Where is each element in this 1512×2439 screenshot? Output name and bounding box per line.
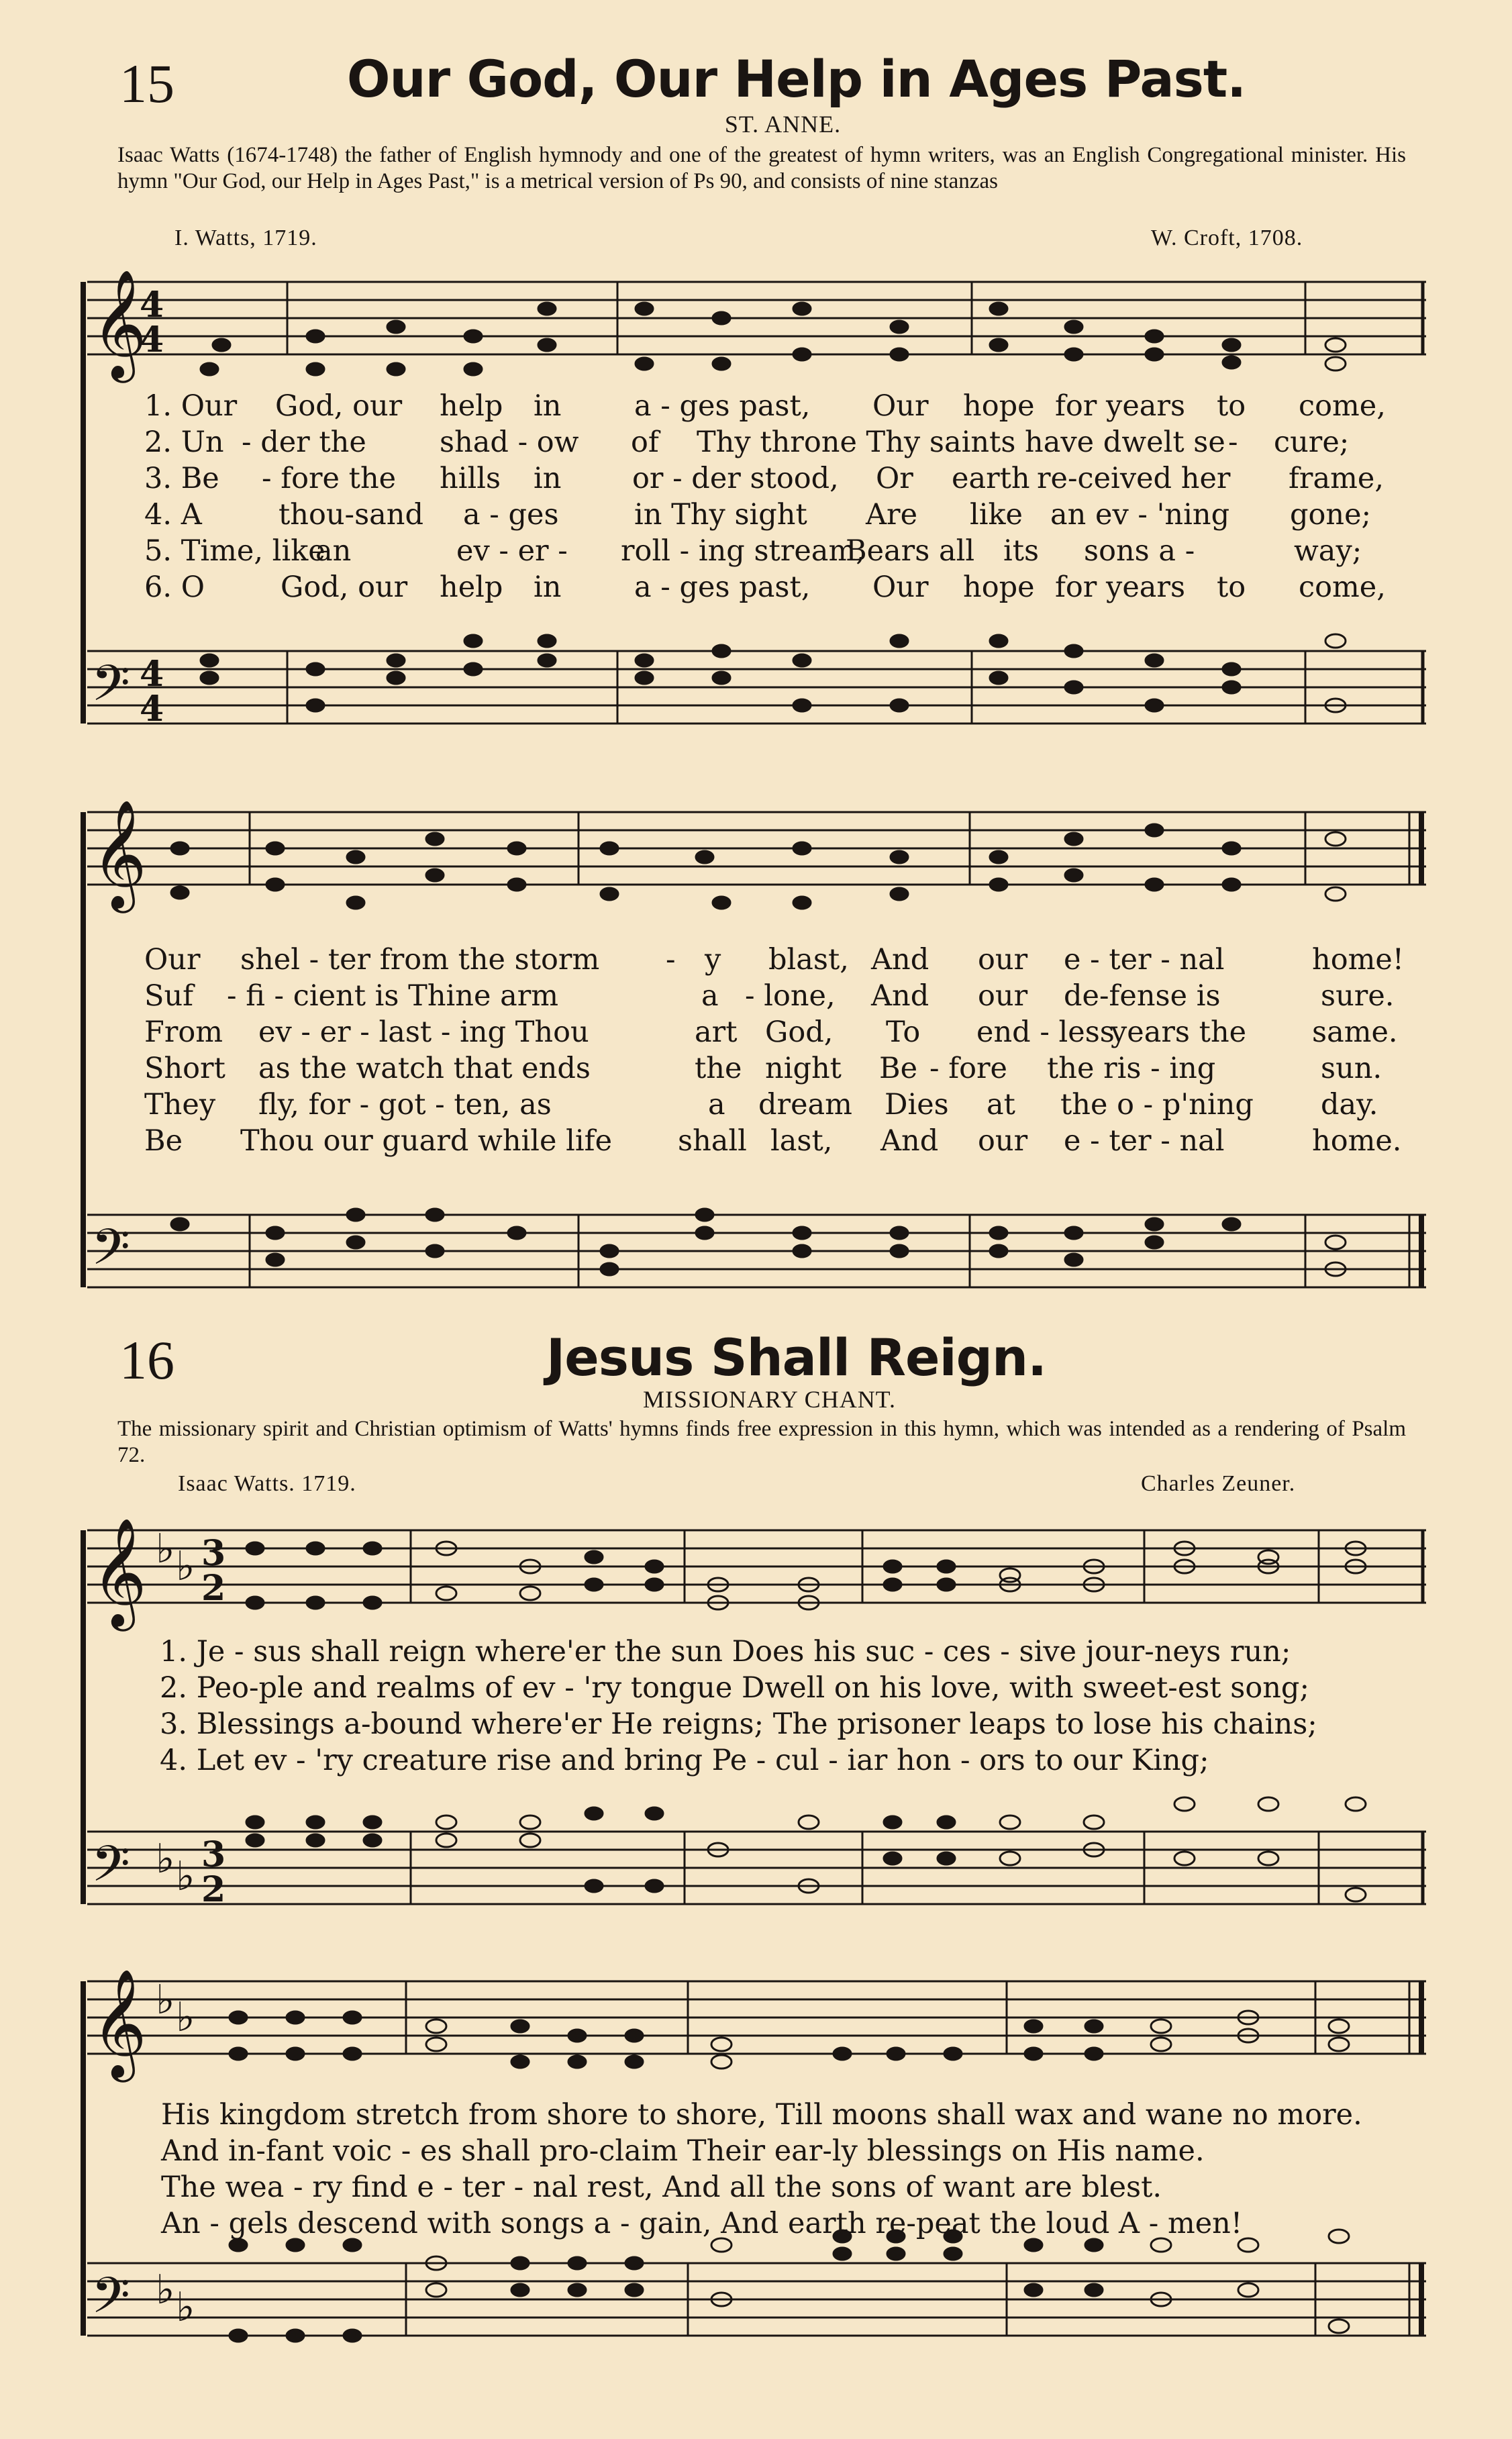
- lyric-syllable: hope: [963, 570, 1035, 604]
- hymn-15-author: I. Watts, 1719.: [174, 226, 317, 250]
- svg-text:𝄢: 𝄢: [91, 654, 130, 725]
- lyric-syllable: the o - p'ning: [1060, 1088, 1254, 1122]
- hymn-15-tune: ST. ANNE.: [724, 111, 842, 138]
- lyric-syllable: to: [1217, 389, 1246, 423]
- lyric-syllable: Our: [144, 943, 201, 977]
- lyric-syllable: Be: [879, 1052, 918, 1085]
- lyric-syllable: like: [970, 498, 1023, 532]
- svg-text:𝄢: 𝄢: [91, 1218, 130, 1289]
- hymn-16-number: 16: [119, 1330, 174, 1391]
- lyric-syllable: Or: [876, 462, 913, 495]
- lyric-syllable: ev - er -: [456, 534, 568, 568]
- lyric-syllable: They: [144, 1088, 216, 1122]
- lyric-syllable: its: [1003, 534, 1040, 568]
- lyric-syllable: help: [440, 570, 503, 604]
- lyric-syllable: Suf: [144, 979, 194, 1013]
- lyric-syllable: - fore: [929, 1052, 1008, 1085]
- lyric-syllable: cure;: [1274, 426, 1350, 459]
- lyric-syllable: a - ges past,: [634, 389, 811, 423]
- lyric-syllable: - fi - cient is Thine arm: [227, 979, 559, 1013]
- lyric-syllable: roll - ing stream,: [621, 534, 865, 568]
- lyric-syllable: Short: [144, 1052, 225, 1085]
- lyric-syllable: in: [534, 389, 562, 423]
- lyric-syllable: hills: [440, 462, 501, 495]
- lyric-syllable: And: [880, 1124, 939, 1158]
- svg-text:𝄞: 𝄞: [91, 1969, 147, 2078]
- lyric-syllable: From: [144, 1015, 223, 1049]
- lyric-syllable: a - ges past,: [634, 570, 811, 604]
- lyric-syllable: our: [978, 1124, 1028, 1158]
- lyric-syllable: to: [1217, 570, 1246, 604]
- lyric-syllable: at: [987, 1088, 1015, 1122]
- svg-text:𝄞: 𝄞: [91, 799, 147, 909]
- lyric-syllable: years the: [1111, 1015, 1247, 1049]
- lyric-syllable: in: [534, 570, 562, 604]
- lyric-syllable: come,: [1299, 389, 1386, 423]
- lyric-text: 1. Je - sus shall reign where'er the sun Does his suc - ces - sive jour-neys run;: [160, 1635, 1291, 1669]
- svg-text:4: 4: [140, 654, 164, 695]
- lyric-syllable: -: [1228, 426, 1238, 459]
- lyric-syllable: God, our: [275, 389, 403, 423]
- lyric-syllable: of: [631, 426, 659, 459]
- svg-text:𝄞: 𝄞: [91, 269, 147, 379]
- lyric-syllable: blast,: [768, 943, 849, 977]
- lyric-syllable: fly, for - got - ten, as: [258, 1088, 552, 1122]
- lyric-syllable: - fore the: [262, 462, 397, 495]
- svg-text:♭: ♭: [156, 2267, 175, 2313]
- lyric-text: 2. Peo-ple and realms of ev - 'ry tongue Dwell on his love, with sweet-est song;: [160, 1671, 1309, 1705]
- lyric-syllable: day.: [1321, 1088, 1378, 1122]
- lyric-text: His kingdom stretch from shore to shore, Till moons shall wax and wane no more.: [161, 2098, 1362, 2132]
- svg-text:2: 2: [201, 1568, 226, 1609]
- lyric-syllable: home!: [1312, 943, 1405, 977]
- lyric-syllable: help: [440, 389, 503, 423]
- lyric-syllable: dream: [758, 1088, 852, 1122]
- hymn-16-intro: The missionary spirit and Christian optimism of Watts' hymns finds free expression in this hymn, which was intended as a rendering of Psalm 72.: [117, 1417, 1406, 1467]
- lyric-syllable: or - der stood,: [632, 462, 839, 495]
- lyric-syllable: sons a -: [1084, 534, 1195, 568]
- lyric-syllable: come,: [1299, 570, 1386, 604]
- svg-text:♭: ♭: [176, 1853, 195, 1900]
- lyric-syllable: sun.: [1321, 1052, 1382, 1085]
- lyric-syllable: thou-sand: [279, 498, 424, 532]
- hymn-16-title: Jesus Shall Reign.: [546, 1328, 1047, 1387]
- lyric-syllable: in: [534, 462, 562, 495]
- lyric-syllable: God,: [765, 1015, 834, 1049]
- lyric-syllable: earth: [952, 462, 1030, 495]
- lyric-syllable: a: [708, 1088, 725, 1122]
- lyric-syllable: Are: [866, 498, 918, 532]
- svg-text:𝄢: 𝄢: [91, 1835, 130, 1905]
- hymn-15-title: Our God, Our Help in Ages Past.: [346, 49, 1246, 109]
- hymn-16-tune: MISSIONARY CHANT.: [642, 1386, 897, 1413]
- lyric-syllable: 3. Be: [144, 462, 219, 495]
- lyric-syllable: for years: [1055, 570, 1186, 604]
- svg-text:3: 3: [201, 1533, 226, 1574]
- lyric-syllable: Our: [872, 570, 929, 604]
- lyric-syllable: Our: [872, 389, 929, 423]
- lyric-syllable: Be: [144, 1124, 183, 1158]
- lyric-syllable: sure.: [1321, 979, 1395, 1013]
- lyric-syllable: art: [695, 1015, 738, 1049]
- lyric-syllable: shad - ow: [440, 426, 579, 459]
- lyric-syllable: - der the: [242, 426, 366, 459]
- lyric-text: 4. Let ev - 'ry creature rise and bring Pe - cul - iar hon - ors to our King;: [160, 1744, 1209, 1777]
- lyric-syllable: the: [695, 1052, 742, 1085]
- lyric-syllable: y: [705, 943, 721, 977]
- hymn-16-composer: Charles Zeuner.: [1141, 1471, 1296, 1496]
- lyric-syllable: 4. A: [144, 498, 202, 532]
- svg-text:♭: ♭: [176, 1994, 195, 2041]
- lyric-syllable: shel - ter from the storm: [240, 943, 600, 977]
- svg-text:♭: ♭: [156, 1977, 175, 2024]
- lyric-syllable: To: [886, 1015, 921, 1049]
- lyric-syllable: home.: [1312, 1124, 1402, 1158]
- lyric-syllable: re-ceived her: [1037, 462, 1231, 495]
- lyric-syllable: an ev - 'ning: [1050, 498, 1230, 532]
- lyric-syllable: frame,: [1289, 462, 1384, 495]
- lyric-syllable: an: [315, 534, 352, 568]
- lyric-syllable: same.: [1312, 1015, 1398, 1049]
- lyric-syllable: way;: [1294, 534, 1362, 568]
- lyric-syllable: 5. Time, like: [144, 534, 325, 568]
- hymn-16-author: Isaac Watts. 1719.: [178, 1471, 356, 1496]
- lyric-syllable: And: [871, 943, 929, 977]
- lyric-syllable: last,: [770, 1124, 833, 1158]
- lyric-text: 3. Blessings a-bound where'er He reigns; The prisoner leaps to lose his chains;: [160, 1707, 1317, 1741]
- lyric-syllable: as the watch that ends: [258, 1052, 591, 1085]
- lyric-syllable: Thy throne Thy saints have dwelt se: [697, 426, 1225, 459]
- lyric-syllable: ev - er - last - ing Thou: [258, 1015, 589, 1049]
- lyric-syllable: Bears all: [846, 534, 975, 568]
- hymn-15-number: 15: [119, 53, 174, 114]
- hymn-15-composer: W. Croft, 1708.: [1151, 226, 1303, 250]
- lyric-syllable: shall: [678, 1124, 747, 1158]
- svg-text:♭: ♭: [156, 1836, 175, 1883]
- lyric-syllable: night: [765, 1052, 842, 1085]
- hymn-15-intro: Isaac Watts (1674-1748) the father of English hymnody and one of the greatest of hymn writers, was an English Congregational minister. His hymn "Our God, our Help in Ages Past," is a metrical version of Ps 90, and consists of nine stanzas: [117, 143, 1406, 193]
- svg-text:4: 4: [140, 319, 164, 360]
- lyric-syllable: 1. Our: [144, 389, 238, 423]
- lyric-syllable: end - less: [976, 1015, 1115, 1049]
- lyric-syllable: e - ter - nal: [1064, 1124, 1225, 1158]
- lyric-syllable: Dies: [885, 1088, 949, 1122]
- lyric-syllable: e - ter - nal: [1064, 943, 1225, 977]
- lyric-syllable: our: [978, 943, 1028, 977]
- lyric-syllable: 2. Un: [144, 426, 224, 459]
- lyric-syllable: God, our: [281, 570, 408, 604]
- lyric-syllable: in Thy sight: [634, 498, 807, 532]
- svg-text:♭: ♭: [176, 1543, 195, 1590]
- lyric-syllable: de-fense is: [1064, 979, 1221, 1013]
- svg-text:3: 3: [201, 1834, 226, 1875]
- svg-text:♭: ♭: [176, 2284, 195, 2331]
- svg-text:♭: ♭: [156, 1526, 175, 1573]
- lyric-text: And in-fant voic - es shall pro-claim Their ear-ly blessings on His name.: [161, 2134, 1205, 2168]
- svg-text:4: 4: [140, 285, 164, 326]
- lyric-syllable: hope: [963, 389, 1035, 423]
- lyric-syllable: -: [666, 943, 676, 977]
- lyric-syllable: for years: [1055, 389, 1186, 423]
- lyric-syllable: a: [701, 979, 719, 1013]
- svg-text:𝄢: 𝄢: [91, 2267, 130, 2337]
- lyric-text: An - gels descend with songs a - gain, And earth re-peat the loud A - men!: [161, 2207, 1243, 2240]
- lyric-syllable: a - ges: [463, 498, 559, 532]
- svg-text:2: 2: [201, 1869, 226, 1910]
- lyric-syllable: gone;: [1290, 498, 1372, 532]
- lyric-syllable: 6. O: [144, 570, 205, 604]
- hymn-15-system-2-music: [0, 792, 1512, 1295]
- lyric-syllable: And: [871, 979, 929, 1013]
- lyric-syllable: our: [978, 979, 1028, 1013]
- lyric-syllable: - lone,: [745, 979, 836, 1013]
- svg-text:4: 4: [140, 689, 164, 730]
- svg-text:𝄞: 𝄞: [91, 1517, 147, 1627]
- lyric-text: The wea - ry find e - ter - nal rest, And all the sons of want are blest.: [161, 2171, 1162, 2204]
- lyric-syllable: Thou our guard while life: [240, 1124, 613, 1158]
- lyric-syllable: the ris - ing: [1047, 1052, 1216, 1085]
